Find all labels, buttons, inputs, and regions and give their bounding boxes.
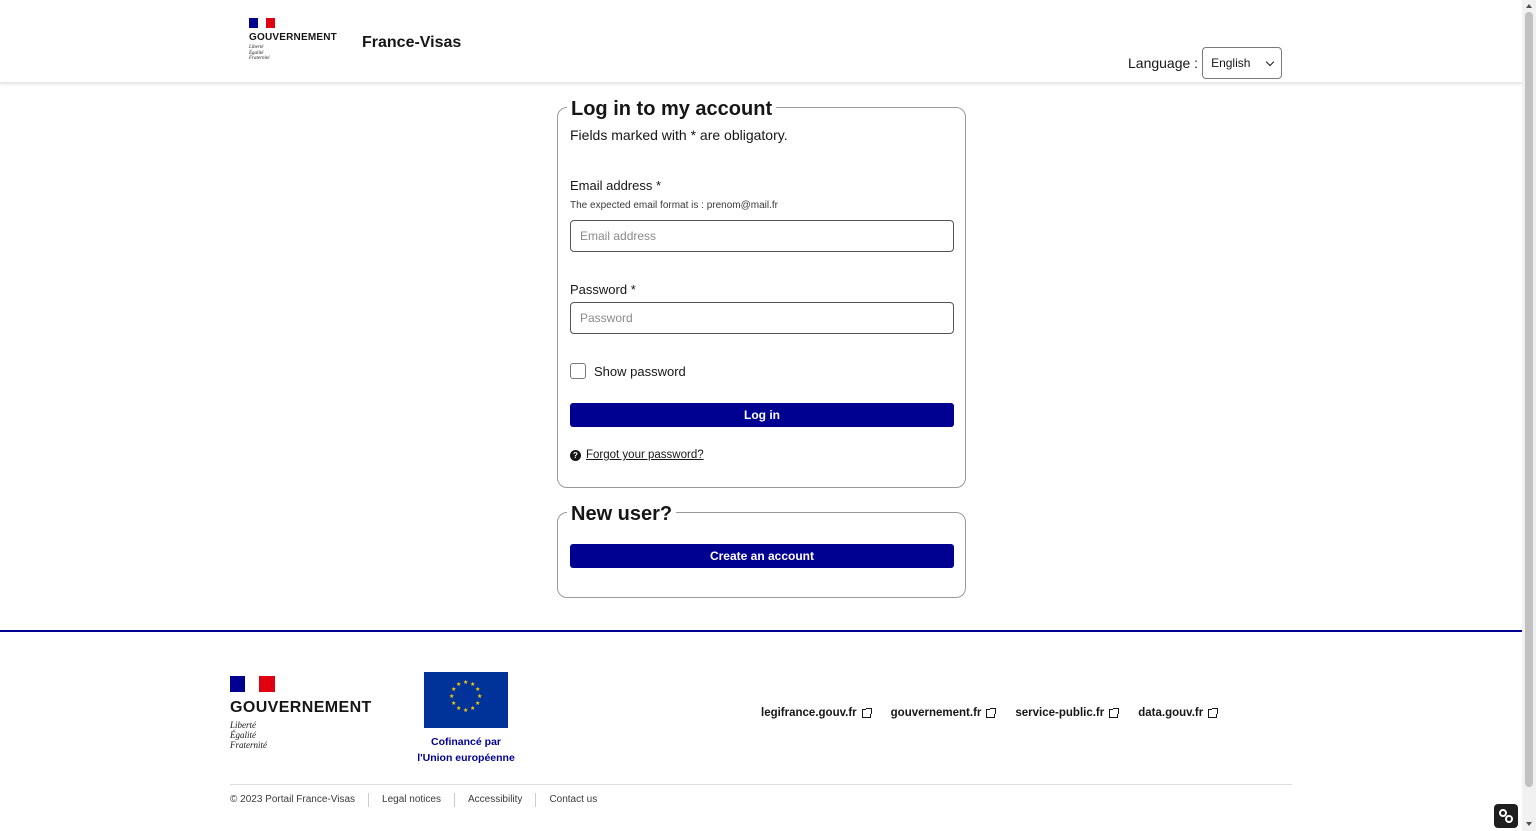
link-service-public[interactable]: service-public.fr xyxy=(1015,707,1118,719)
legal-notices-link[interactable]: Legal notices xyxy=(368,793,454,807)
new-user-legend: New user? xyxy=(567,502,676,526)
site-title[interactable]: France-Visas xyxy=(362,34,462,51)
scroll-down-arrow-icon[interactable] xyxy=(1526,822,1532,826)
question-icon: ? xyxy=(570,450,581,461)
french-flag-icon xyxy=(249,18,275,28)
new-user-fieldset xyxy=(557,503,966,598)
link-data-gouv[interactable]: data.gouv.fr xyxy=(1138,707,1217,719)
extension-icon[interactable] xyxy=(1494,804,1518,828)
eu-flag-icon: ★ ★ ★ ★ ★ ★ ★ ★ ★ ★ ★ ★ xyxy=(424,672,508,728)
external-link-icon xyxy=(1109,709,1118,718)
create-account-button[interactable]: Create an account xyxy=(570,544,954,568)
email-input[interactable] xyxy=(570,220,954,252)
forgot-password-link[interactable]: Forgot your password? xyxy=(586,449,704,461)
password-input[interactable] xyxy=(570,302,954,334)
accessibility-link[interactable]: Accessibility xyxy=(454,793,535,807)
eu-cofinance-caption: Cofinancé par l'Union européenne xyxy=(417,736,515,764)
gouvernement-logo[interactable] xyxy=(249,18,339,62)
forgot-password xyxy=(570,449,704,461)
footer-external-links xyxy=(761,707,1237,719)
link-gouvernement[interactable]: gouvernement.fr xyxy=(891,707,996,719)
footer-separator xyxy=(230,784,1292,785)
external-link-icon xyxy=(986,709,995,718)
footer-republic-motto: Liberté Égalité Fraternité xyxy=(230,720,267,750)
language-label: Language : xyxy=(1128,55,1199,71)
french-flag-icon xyxy=(230,676,275,692)
login-fieldset xyxy=(557,98,966,488)
email-placeholder: Email address xyxy=(580,229,657,243)
republic-motto: Liberté Égalité Fraternité xyxy=(249,45,270,61)
footer-gouvernement-logo[interactable] xyxy=(230,676,372,750)
scrollbar-thumb[interactable] xyxy=(1525,12,1533,787)
footer-gouvernement-wordmark: GOUVERNEMENT xyxy=(230,699,372,716)
site-header xyxy=(0,0,1522,83)
show-password-row xyxy=(570,363,686,379)
copyright-text: © 2023 Portail France-Visas xyxy=(230,794,356,805)
show-password-checkbox[interactable] xyxy=(570,363,586,379)
email-label: Email address * xyxy=(570,178,662,193)
contact-us-link[interactable]: Contact us xyxy=(535,793,610,807)
footer-top-border xyxy=(0,630,1522,632)
password-label: Password * xyxy=(570,282,636,297)
scroll-up-arrow-icon[interactable] xyxy=(1526,4,1532,8)
language-switcher xyxy=(1128,47,1282,79)
login-button[interactable]: Log in xyxy=(570,403,954,427)
language-select[interactable] xyxy=(1202,47,1282,79)
password-placeholder: Password xyxy=(580,311,633,325)
show-password-label[interactable]: Show password xyxy=(594,363,686,379)
chevron-down-icon xyxy=(1266,57,1274,65)
external-link-icon xyxy=(1208,709,1217,718)
page-scrollbar[interactable] xyxy=(1522,0,1536,831)
footer-bottom-links xyxy=(230,793,610,807)
gouvernement-wordmark: GOUVERNEMENT xyxy=(249,32,337,43)
link-legifrance[interactable]: legifrance.gouv.fr xyxy=(761,707,871,719)
external-link-icon xyxy=(862,709,871,718)
required-fields-hint: Fields marked with * are obligatory. xyxy=(570,127,788,143)
email-format-hint: The expected email format is : prenom@mail.fr xyxy=(570,200,779,211)
language-selected-value: English xyxy=(1211,56,1251,70)
login-legend: Log in to my account xyxy=(567,97,776,121)
